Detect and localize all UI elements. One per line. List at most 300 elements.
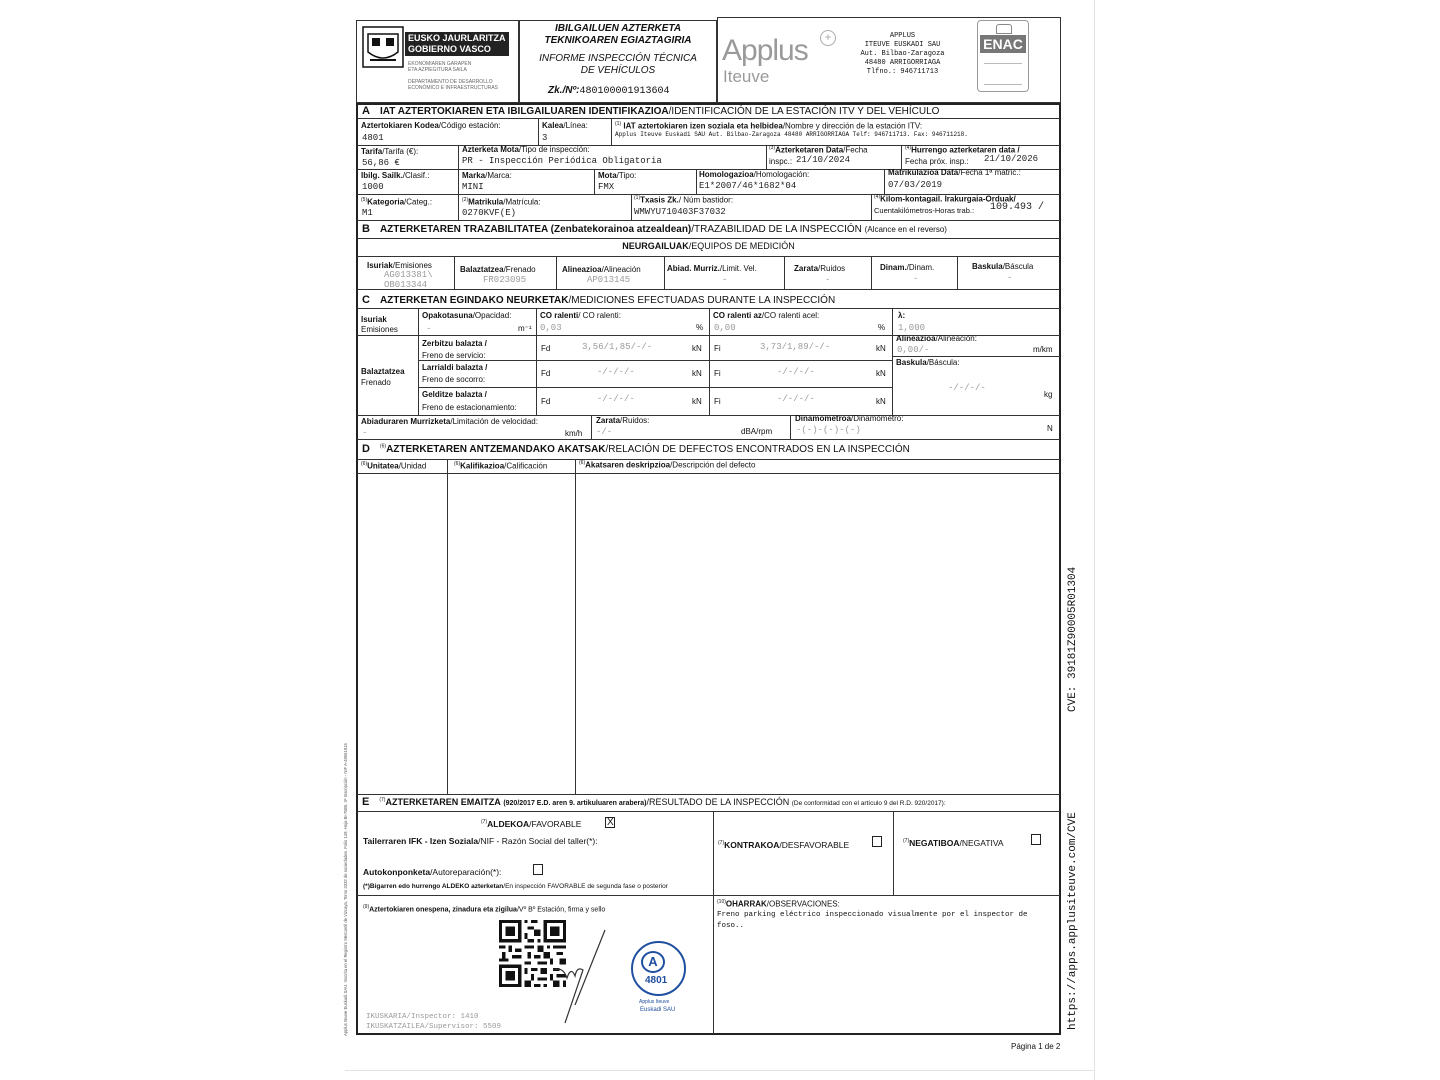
- company-line-5: Tlfno.: 946711713: [866, 68, 939, 76]
- gov-name-banner: [405, 32, 509, 56]
- applus-logo: Applus: [722, 34, 808, 67]
- next-date-label-eu: Hurrengo azterketaren data /: [911, 145, 1020, 155]
- vin-value: WMWYU710403F37032: [634, 207, 726, 217]
- e-top-rule: [357, 794, 1060, 795]
- b-emissions-label: [367, 262, 432, 270]
- brand-label: [462, 172, 512, 180]
- section-e-title-rest: /RESULTADO DE LA INSPECCIÓN: [646, 797, 790, 807]
- b-dyn-value: -: [913, 274, 919, 284]
- d-col-grade-eu: Kalifikazioa: [460, 461, 505, 471]
- gov-dept-2: ETA AZPIEGITURA SAILA: [408, 67, 467, 73]
- e-sign-div: [713, 895, 714, 1034]
- self-repair-label-es: /Autoreparación(*):: [430, 867, 502, 877]
- line-value: 3: [542, 133, 548, 143]
- classification-label: [361, 172, 429, 180]
- line-label-eu: Kalea: [542, 121, 564, 130]
- gov-name-line1: EUSKO JAURLARITZA: [408, 33, 506, 43]
- e-col-div1: [713, 811, 714, 895]
- homologation-label-es: /Homologación:: [753, 170, 810, 179]
- registration-date-label: [888, 169, 1021, 177]
- parking-fd-value: -/-/-/-: [597, 394, 635, 404]
- speed-limit-label: [361, 418, 538, 426]
- emergency-fd-unit: kN: [692, 369, 702, 378]
- type-label-eu: Mota: [598, 171, 617, 180]
- section-b-title-rest: /TRAZABILIDAD DE LA INSPECCIÓN: [691, 224, 862, 235]
- gov-name-line2: GOBIERNO VASCO: [408, 44, 491, 54]
- c-last-div2: [790, 415, 791, 439]
- a-row3-div3: [696, 169, 697, 194]
- service-brake-label: [422, 340, 487, 348]
- d-col-unit-eu: Unitatea: [367, 461, 399, 471]
- station-name-value: Applus Iteuve Euskadi SAU Aut. Bilbao-Zaragoza 48480 ARRIGORRIAGA Telf: 946711713. Fax: 946711218.: [615, 131, 968, 138]
- workshop-label-es: /NIF - Razón Social del taller(*):: [478, 836, 598, 846]
- gov-logo-icon: [362, 26, 404, 68]
- parking-fi-value: -/-/-/-: [777, 394, 815, 404]
- d-col-grade: $^{(6)}$Kalifikazioa/Calificación: [454, 461, 548, 471]
- b-scale-label-es: /Báscula: [1002, 262, 1034, 271]
- supervisor-line: IKUSKATZAILEA/Supervisor: 5509: [366, 1023, 502, 1031]
- co-accel-label-eu: CO ralenti az: [713, 311, 762, 320]
- title-eu-1: IBILGAILUEN AZTERKETA: [554, 23, 682, 34]
- negative-label-es: /NEGATIVA: [959, 838, 1004, 848]
- category-label: $^{(5)}$Kategoria/Categ.:: [361, 197, 433, 207]
- classification-value: 1000: [362, 182, 384, 192]
- section-b-title-note: (Alcance en el reverso): [864, 225, 947, 234]
- type-value: FMX: [598, 182, 615, 192]
- lambda-label: λ:: [898, 311, 906, 320]
- opacity-value: -: [426, 324, 432, 334]
- observations-line-2: foso..: [717, 922, 745, 930]
- second-phase-note-eu: (*)Bigarren edo hurrengo ALDEKO azterketan: [363, 883, 504, 890]
- b-equip-bottom-rule: [357, 289, 1060, 290]
- emergency-fd-label: Fd: [541, 369, 551, 378]
- emergency-brake-label: [422, 364, 487, 372]
- emergency-fd-value: -/-/-/-: [597, 367, 635, 377]
- b-brakes-label-eu: Balaztatzea: [460, 265, 504, 274]
- signature-label-eu: Aztertokiaren onespena, zinadura eta zigilua: [369, 906, 517, 914]
- emergency-fi-value: -/-/-/-: [777, 367, 815, 377]
- c-alignment-label: [896, 335, 977, 343]
- workshop-label-eu: Tailerraren IFK - Izen Soziala: [363, 836, 479, 846]
- b-speed-value: -: [722, 275, 728, 285]
- speed-limit-value: -: [362, 428, 368, 438]
- a-row4-div3: [871, 194, 872, 220]
- page-edge-right: [1094, 0, 1095, 1080]
- noise-label: [596, 417, 649, 425]
- title-es-1: INFORME INSPECCIÓN TÉCNICA: [539, 53, 697, 64]
- plate-label-es: /Matrícula:: [503, 197, 541, 207]
- homologation-label-eu: Homologazioa: [699, 170, 754, 179]
- station-name-label-eu: IAT aztertokiaren izen soziala eta helbidea: [623, 121, 783, 131]
- dyno-label: [795, 415, 903, 423]
- enac-logo-text: ENAC: [980, 35, 1026, 53]
- c-brakes-left-div: [418, 335, 419, 415]
- e-title-rule: [357, 811, 1060, 812]
- category-label-es: /Categ.:: [404, 197, 433, 207]
- noise-unit: dBA/rpm: [741, 427, 773, 436]
- a-row1-div2: [611, 118, 612, 145]
- station-code-value: 4801: [362, 133, 384, 143]
- company-line-2: ITEUVE EUSKADI SAU: [864, 41, 941, 49]
- applus-logo-sub: Iteuve: [723, 67, 770, 86]
- speed-limit-label-eu: Abiaduraren Murrizketa: [361, 417, 451, 426]
- equipment-heading: [357, 242, 1060, 251]
- odometer-label-eu: Kilom-kontagail. Irakurgaia-Orduak/: [880, 194, 1016, 204]
- b-emissions-value-2: OB013344: [384, 280, 428, 290]
- c-em-div4: [892, 308, 893, 335]
- b-noise-label-es: /Ruidos: [818, 264, 846, 273]
- co-accel-unit: %: [878, 323, 886, 332]
- d-col-unit-es: /Unidad: [398, 461, 427, 471]
- registry-note: Applus Iteuve Euskadi SAU. Inscrita en el Registro Mercantil de Vizcaya, Tomo 3332 de sociedades. Folio 149, Hoja BI-7885, 3ª Inscripción - NIF A-48651915: [343, 743, 348, 1036]
- observations-line-1: Freno parking eléctrico inspeccionado visualmente por el inspector de: [717, 911, 1028, 919]
- inspection-date-label-eu: Azterketaren Data: [775, 145, 844, 155]
- opacity-label: [422, 312, 511, 320]
- co-idle-label: [540, 312, 621, 320]
- next-date-label: $^{(4)}$Hurrengo azterketaren data /: [905, 145, 1020, 155]
- negative-label: $^{(7)}$NEGATIBOA/NEGATIVA: [903, 838, 1004, 848]
- enac-crown-icon: [996, 24, 1012, 34]
- d-col-unit: $^{(6)}$Unitatea/Unidad: [361, 461, 427, 471]
- observations-label-es: /OBSERVACIONES:: [766, 899, 840, 909]
- a-row4-rule: [357, 220, 1060, 221]
- speed-limit-label-es: /Limitación de velocidad:: [450, 417, 538, 426]
- d-col-grade-es: /Calificación: [504, 461, 548, 471]
- parking-brake-label-es: Freno de estacionamiento:: [422, 403, 517, 412]
- classification-label-es: /Clasif.:: [402, 171, 430, 180]
- c-brakes-fi-div: [709, 335, 710, 415]
- parking-brake-label-eu: Gelditze balazta /: [422, 390, 487, 399]
- b-alignment-label: [562, 266, 641, 274]
- equipment-heading-rest: /EQUIPOS DE MEDICIÓN: [688, 241, 795, 251]
- a-row3-div1: [458, 169, 459, 194]
- registration-date-label-es: /Fecha 1ª matric.:: [958, 168, 1021, 177]
- c-brakes-label-es: Frenado: [361, 378, 391, 387]
- equipment-heading-bold: NEURGAILUAK: [622, 241, 689, 251]
- stamp-company-1: Applus Iteuve: [639, 999, 670, 1005]
- station-name-label-es: /Nombre y dirección de la estación ITV:: [782, 121, 923, 131]
- service-fd-value: 3,56/1,85/-/-: [582, 342, 653, 352]
- inspection-date-label-es: /Fecha: [843, 145, 868, 155]
- self-repair-label-eu: Autokonponketa: [363, 867, 431, 877]
- page-number: Página 1 de 2: [1011, 1042, 1061, 1051]
- cve-code: CVE: 39181Z90005R01304: [1067, 566, 1079, 712]
- station-code-label: [361, 122, 501, 130]
- c-alignment-value: 0,00/-: [897, 345, 930, 355]
- company-line-3: Aut. Bilbao-Zaragoza: [860, 50, 945, 58]
- signature-label-es: /Vº Bº Estación, firma y sello: [516, 906, 606, 914]
- dyno-unit: N: [1047, 424, 1053, 433]
- co-accel-value: 0,00: [714, 323, 736, 333]
- parking-fd-label: Fd: [541, 397, 551, 406]
- e-result-bottom-rule: [357, 895, 1060, 896]
- c-scale-unit: kg: [1044, 390, 1053, 399]
- c-brakes-label: [361, 368, 405, 376]
- homologation-value: E1*2007/46*1682*04: [699, 181, 797, 191]
- b-equip-top-rule: [357, 256, 1060, 257]
- co-accel-label-es: /CO ralenti acel:: [761, 311, 820, 320]
- favorable-label-es: /FAVORABLE: [529, 819, 582, 829]
- d-col-div2: [575, 459, 576, 794]
- plate-label: $^{(2)}$Matrikula/Matrícula:: [462, 197, 541, 207]
- emergency-fi-unit: kN: [876, 369, 886, 378]
- company-line-1: APPLUS: [889, 32, 916, 40]
- a-row3-div4: [884, 169, 885, 194]
- c-emissions-label: [361, 316, 387, 324]
- c-emissions-label-es: Emisiones: [361, 325, 398, 334]
- b-emissions-label-es: /Emisiones: [392, 261, 432, 270]
- e-col-div2: [893, 811, 894, 895]
- registration-date-value: 07/03/2019: [888, 180, 943, 190]
- classification-label-eu: Ibilg. Sailk.: [361, 171, 403, 180]
- cve-url[interactable]: https://apps.applusiteuve.com/CVE: [1067, 812, 1079, 1030]
- inspection-date-label2: inspc.:: [769, 157, 793, 166]
- a-row4-div1: [458, 194, 459, 220]
- b-equip-div3: [664, 256, 665, 289]
- parking-brake-label: [422, 391, 487, 399]
- signature-label: $^{(9)}$Aztertokiaren onespena, zinadura eta zigilua/Vº Bº Estación, firma y sello: [363, 904, 606, 914]
- negative-checkbox[interactable]: [1031, 834, 1041, 845]
- section-b-letter: B: [362, 223, 370, 235]
- section-c-title-bold: AZTERKETAN EGINDAKO NEURKETAK: [379, 295, 569, 306]
- section-b-title: [362, 224, 947, 235]
- c-alignment-rule: [892, 356, 1060, 357]
- b-equip-div1: [454, 256, 455, 289]
- b-title-rule: [357, 238, 1060, 239]
- opacity-label-eu: Opakotasuna: [422, 311, 473, 320]
- category-label-eu: Kategoria: [367, 197, 405, 207]
- line-label: [542, 122, 588, 130]
- b-equip-div6: [957, 256, 958, 289]
- c-brakes-bottom-rule: [357, 415, 1060, 416]
- b-dyn-label: [880, 264, 934, 272]
- b-alignment-value: AP013145: [587, 275, 631, 285]
- station-code-label-es: /Código estación:: [438, 121, 501, 130]
- section-e-title-note: (920/2017 E.D. aren 9. artikuluaren arabera): [503, 800, 647, 807]
- section-c-title: [362, 295, 835, 306]
- noise-label-es: /Ruidos:: [620, 416, 650, 425]
- parking-fi-label: Fi: [714, 397, 721, 406]
- vin-label: $^{(1)}$Txasis Zk./ Núm bastidor:: [634, 195, 734, 205]
- b-noise-label: [794, 265, 845, 273]
- section-d-title-rest: /RELACIÓN DE DEFECTOS ENCONTRADOS EN LA INSPECCIÓN: [605, 444, 910, 455]
- doc-number-value: 480100001913604: [579, 86, 670, 97]
- inspection-date-value: 21/10/2024: [796, 155, 851, 165]
- co-accel-label: [713, 312, 819, 320]
- b-equip-div2: [556, 256, 557, 289]
- co-idle-unit: %: [696, 323, 704, 332]
- vin-label-es: / Núm bastidor:: [678, 195, 734, 205]
- type-label: [598, 172, 636, 180]
- unfavorable-label-eu: KONTRAKOA: [724, 840, 780, 850]
- service-brake-label-es: Freno de servicio:: [422, 351, 486, 360]
- co-idle-label-eu: CO ralenti: [540, 311, 579, 320]
- opacity-unit: m⁻¹: [518, 324, 532, 333]
- self-repair-label: [363, 868, 501, 877]
- line-label-es: /Línea:: [563, 121, 588, 130]
- section-a-title-rest: /IDENTIFICACIÓN DE LA ESTACIÓN ITV Y DEL VEHÍCULO: [668, 106, 940, 117]
- noise-label-eu: Zarata: [596, 416, 621, 425]
- negative-label-eu: NEGATIBOA: [909, 838, 960, 848]
- brand-value: MINI: [462, 182, 484, 192]
- b-equip-div4: [784, 256, 785, 289]
- brand-label-eu: Marka: [462, 171, 486, 180]
- b-equip-div5: [871, 256, 872, 289]
- section-e-title-bold: AZTERKETAREN EMAITZA: [385, 797, 501, 807]
- gov-dept-1: EKONOMIAREN GARAPEN: [408, 61, 472, 67]
- c-last-row-rule: [357, 439, 1060, 440]
- b-dyn-label-eu: Dinam.: [880, 263, 907, 272]
- parking-fi-unit: kN: [876, 397, 886, 406]
- inspection-type-value: PR - Inspección Periódica Obligatoria: [462, 156, 662, 166]
- registration-date-label-eu: Matrikulazioa Data: [888, 168, 959, 177]
- favorable-check-mark: X: [607, 817, 614, 828]
- observations-label: $^{(10)}$OHARRAK/OBSERVACIONES:: [717, 899, 840, 909]
- category-value: M1: [362, 208, 373, 218]
- c-brakes-mid-div: [536, 335, 537, 415]
- speed-limit-unit: km/h: [565, 429, 583, 438]
- section-d-title-bold: AZTERKETAREN ANTZEMANDAKO AKATSAK: [386, 444, 606, 455]
- section-a-letter: A: [362, 105, 370, 117]
- homologation-label: [699, 171, 809, 179]
- parking-fd-unit: kN: [692, 397, 702, 406]
- section-a-title-bold: IAT AZTERTOKIAREN ETA IBILGAILUAREN IDENTIFIKAZIOA: [379, 106, 669, 117]
- section-e-title: E $^{(7)}$AZTERKETAREN EMAITZA (920/2017 E.D. aren 9. artikuluaren arabera)/RESULTADO DE LA INSPECCIÓN (De conformidad con el artículo 9 del R.D. 920/2017):: [362, 796, 946, 808]
- c-brakes-label-eu: Balaztatzea: [361, 367, 405, 376]
- opacity-label-es: /Opacidad:: [472, 311, 512, 320]
- b-dyn-label-es: /Dinam.: [906, 263, 935, 272]
- c-brakes-row1-rule: [418, 360, 892, 361]
- b-speed-label-eu: Abiad. Murriz.: [667, 264, 720, 273]
- a-row2-div2: [766, 145, 767, 169]
- c-em-div3: [709, 308, 710, 335]
- gov-dept-4: ECONÓMICO E INFRAESTRUCTURAS: [408, 85, 499, 91]
- page-edge-bottom: [345, 1070, 1095, 1071]
- odometer-label-es: Cuentakilómetros-Horas trab.:: [874, 206, 975, 215]
- c-scale-label: [896, 359, 960, 367]
- stamp-logo-icon: A: [641, 951, 665, 973]
- co-idle-value: 0,03: [540, 323, 562, 333]
- a-row3-div2: [594, 169, 595, 194]
- service-fi-value: 3,73/1,89/-/-: [760, 342, 831, 352]
- b-brakes-value: FR023095: [483, 275, 527, 285]
- station-code-label-eu: Aztertokiaren Kodea: [361, 121, 439, 130]
- service-brake-label-eu: Zerbitzu balazta /: [422, 339, 487, 348]
- d-header-rule: [357, 473, 1060, 474]
- b-alignment-label-es: /Alineación: [601, 265, 641, 274]
- co-idle-label-es: / CO ralenti:: [578, 311, 621, 320]
- inspection-type-label-es: /Tipo de inspección:: [518, 145, 590, 154]
- inspection-type-label: [462, 146, 590, 154]
- c-emissions-label-eu: Isuriak: [361, 315, 387, 324]
- emergency-brake-label-es: Freno de socorro:: [422, 375, 486, 384]
- observations-label-eu: OHARRAK: [725, 899, 767, 909]
- b-emissions-label-eu: Isuriak: [367, 261, 393, 270]
- section-c-title-rest: /MEDICIONES EFECTUADAS DURANTE LA INSPECCIÓN: [568, 295, 836, 306]
- noise-value: -/-: [596, 427, 613, 437]
- unfavorable-checkbox[interactable]: [872, 836, 882, 847]
- odometer-value: 109.493 /: [990, 202, 1045, 213]
- favorable-checkbox[interactable]: [605, 817, 615, 828]
- inspection-date-label: $^{(3)}$Azterketaren Data/Fecha: [769, 145, 868, 155]
- title-es-2: DE VEHÍCULOS: [580, 65, 656, 76]
- emergency-brake-label-eu: Larrialdi balazta /: [422, 363, 488, 372]
- second-phase-note-es: /En inspección FAVORABLE de segunda fase o posterior: [503, 883, 668, 890]
- b-scale-label-eu: Baskula: [972, 262, 1003, 271]
- b-scale-value: -: [1007, 273, 1013, 283]
- b-alignment-label-eu: Alineazioa: [562, 265, 602, 274]
- plate-label-eu: Matrikula: [468, 197, 504, 207]
- c-brakes-row2-rule: [418, 387, 892, 388]
- b-speed-label-es: /Limit. Vel.: [719, 264, 757, 273]
- section-e-title-note2: (De conformidad con el artículo 9 del R.D. 920/2017):: [791, 800, 946, 807]
- workshop-label: [363, 837, 598, 846]
- self-repair-checkbox[interactable]: [533, 864, 543, 875]
- dyno-label-es: /Dinamómetro:: [851, 414, 904, 423]
- service-fi-unit: kN: [876, 344, 886, 353]
- a-title-rule: [357, 118, 1060, 119]
- gov-dept-3: DEPARTAMENTO DE DESARROLLO: [408, 79, 493, 85]
- b-brakes-label-es: /Frenado: [503, 265, 536, 274]
- doc-number-label: Zk./Nº:: [548, 85, 580, 96]
- second-phase-note: [363, 884, 668, 891]
- favorable-label-eu: ALDEKOA: [487, 819, 530, 829]
- inspection-type-label-eu: Azterketa Mota: [462, 145, 519, 154]
- odometer-label: $^{(4)}$Kilom-kontagail. Irakurgaia-Orduak/: [874, 194, 1016, 204]
- plate-value: 0270KVF(E): [462, 208, 517, 218]
- b-noise-label-eu: Zarata: [794, 264, 819, 273]
- c-em-div2: [536, 308, 537, 335]
- c-em-div1: [418, 308, 419, 335]
- favorable-label: $^{(7)}$ALDEKOA/FAVORABLE: [481, 819, 582, 829]
- stamp-company-2: Euskadi SAU: [640, 1007, 676, 1013]
- applus-plus-icon: +: [820, 30, 836, 46]
- title-eu-2: TEKNIKOAREN EGIAZTAGIRIA: [544, 35, 692, 46]
- unfavorable-label: $^{(7)}$KONTRAKOA/DESFAVORABLE: [718, 840, 850, 850]
- c-alignment-unit: m/km: [1033, 345, 1053, 354]
- inspector-signature: [545, 925, 625, 1025]
- a-row2-div1: [458, 145, 459, 169]
- section-d-title: D $^{(6)}$AZTERKETAREN ANTZEMANDAKO AKATSAK/RELACIÓN DE DEFECTOS ENCONTRADOS EN LA INSPECCIÓN: [362, 443, 910, 455]
- station-name-label: $^{(1)}$ IAT aztertokiaren izen soziala eta helbidea/Nombre y dirección de la estación ITV:: [615, 121, 923, 131]
- lambda-value: 1,000: [898, 323, 926, 333]
- company-address: [845, 32, 960, 77]
- next-date-value: 21/10/2026: [984, 154, 1039, 164]
- b-speed-label: [667, 265, 757, 273]
- b-emissions-value-1: AG013381\: [384, 270, 433, 280]
- service-fd-unit: kN: [692, 344, 702, 353]
- c-last-div1: [591, 415, 592, 439]
- emergency-fi-label: Fi: [714, 369, 721, 378]
- c-scale-label-eu: Baskula: [896, 358, 927, 367]
- stamp-station-number: 4801: [645, 975, 668, 986]
- a-row1-div1: [538, 118, 539, 145]
- inspector-line: IKUSKARIA/Inspector: 1410: [366, 1013, 479, 1021]
- section-e-letter: E: [362, 796, 370, 808]
- enac-logo: [977, 20, 1029, 92]
- vin-label-eu: Txasis Zk.: [640, 195, 679, 205]
- c-brakes-right-div: [892, 335, 893, 415]
- d-col-desc-eu: Akatsaren deskripzioa: [585, 460, 671, 470]
- brand-label-es: /Marca:: [485, 171, 512, 180]
- company-line-4: 48480 ARRIGORRIAGA: [864, 59, 941, 67]
- section-c-letter: C: [362, 294, 370, 306]
- b-brakes-label: [460, 266, 536, 274]
- section-d-letter: D: [362, 443, 370, 455]
- c-alignment-label-eu: Alineazioa: [896, 334, 936, 343]
- d-col-desc-es: /Descripción del defecto: [670, 460, 756, 470]
- tariff-label-es: /Tarifa (€):: [382, 147, 419, 156]
